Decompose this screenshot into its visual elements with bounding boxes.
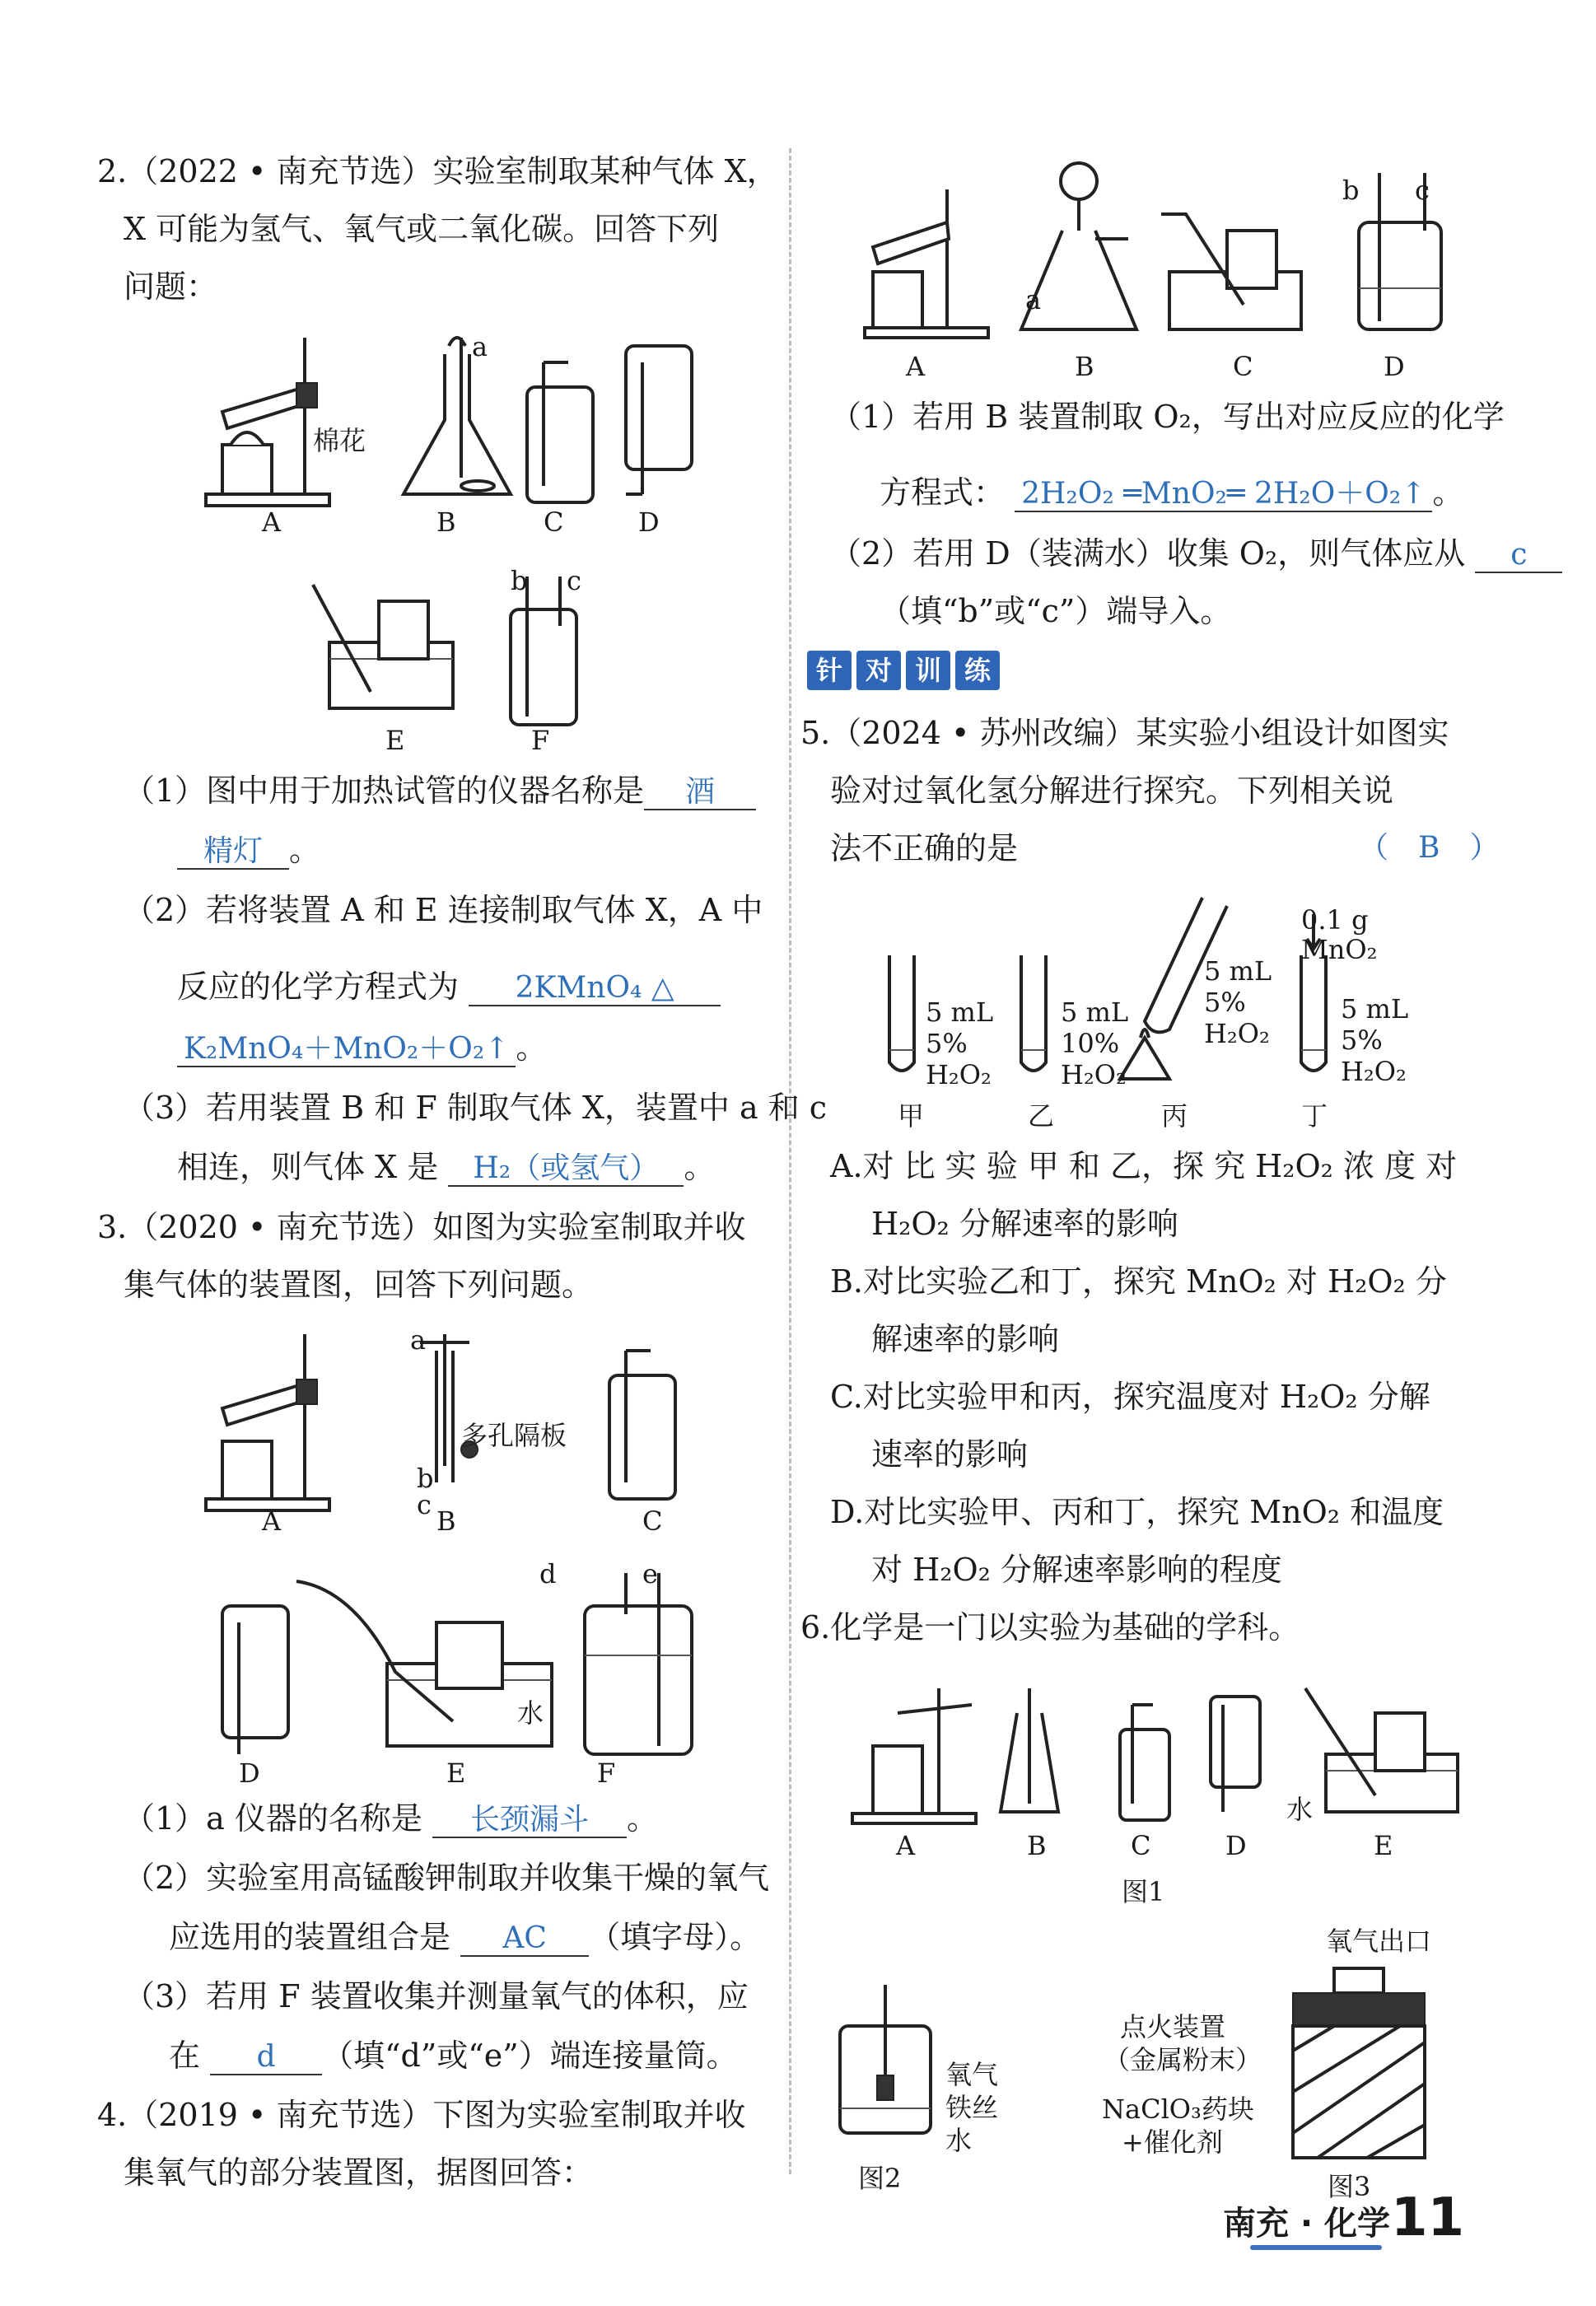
q5-stem-line2: 验对过氧化氢分解进行探究。下列相关说 [830, 773, 1394, 809]
footer-accent-bar [1250, 2245, 1382, 2250]
q4-part1-line1: （1）若用 B 装置制取 O₂，写出对应反应的化学 [830, 399, 1505, 435]
q3-stem-line2: 集气体的装置图，回答下列问题。 [124, 1267, 594, 1303]
q2-stem-line3: 问题： [124, 268, 218, 305]
q4-part2-line2: （填“b”或“c”）端导入。 [880, 593, 1232, 629]
fig1-label-C: C [1131, 1830, 1151, 1861]
tube-ding-label: 丁 [1301, 1100, 1328, 1132]
q4-answer2: c [1475, 539, 1562, 573]
q2-part1: （1）图中用于加热试管的仪器名称是 酒 [124, 774, 756, 810]
q2-label-C: C [544, 506, 564, 538]
tube-yi-info: 5 mL 10% H₂O₂ [1061, 997, 1129, 1090]
q2-label-D: D [638, 506, 660, 538]
fig1-label-E: E [1374, 1830, 1393, 1861]
q2-part2-line3: K₂MnO₄＋MnO₂＋O₂↑ 。 [177, 1031, 547, 1067]
fig3-label-igniter: 点火装置 [1120, 2011, 1226, 2042]
q3-label-F: F [597, 1758, 616, 1789]
fig2-caption: 图2 [858, 2163, 902, 2194]
q2-answer1b: 精灯 [177, 835, 289, 870]
q2-label-A: A [262, 506, 282, 538]
badge-char-1: 针 [807, 651, 852, 690]
q5-catalyst-mass: 0.1 g [1301, 904, 1369, 936]
q4-label-A: A [906, 351, 926, 382]
q3-part3-line1: （3）若用 F 装置收集并测量氧气的体积，应 [124, 1978, 749, 2014]
q3-answer2: AC [460, 1922, 589, 1957]
tube-ding-info: 5 mL 5% H₂O₂ [1341, 993, 1409, 1087]
q3-label-A: A [262, 1505, 282, 1537]
q6-stem: 6.化学是一门以实验为基础的学科。 [800, 1609, 1300, 1645]
q2-part1-cont: 精灯 。 [177, 833, 320, 870]
page-number: 11 [1390, 2187, 1464, 2248]
q3-stem-line1: 3.（2020 • 南充节选）如图为实验室制取并收 [97, 1209, 746, 1245]
q2-label-cotton: 棉花 [313, 425, 366, 456]
q2-label-B: B [436, 506, 456, 538]
tube-bing-label: 丙 [1161, 1100, 1188, 1132]
q4-stem-line2: 集氧气的部分装置图，据图回答： [124, 2154, 594, 2191]
tube-bing-info: 5 mL 5% H₂O₂ [1204, 955, 1272, 1049]
q2-label-F: F [531, 725, 550, 756]
tube-yi-label: 乙 [1028, 1100, 1055, 1132]
q5-option-c-line1: C.对比实验甲和丙，探究温度对 H₂O₂ 分解 [830, 1379, 1430, 1415]
q4-part2-line1: （2）若用 D（装满水）收集 O₂，则气体应从 c [830, 537, 1562, 573]
q5-option-d-line2: 对 H₂O₂ 分解速率影响的程度 [871, 1552, 1282, 1588]
fig1-label-water: 水 [1286, 1794, 1314, 1825]
q2-part2-line2: 反应的化学方程式为 2KMnO₄ △ [177, 970, 721, 1006]
fig3-oxygen-outlet: 氧气出口 [1326, 1926, 1432, 1957]
q5-catalyst-name: MnO₂ [1301, 934, 1378, 965]
q3-label-a: a [410, 1324, 427, 1356]
badge-char-4: 练 [955, 651, 1000, 690]
q2-answer2a: 2KMnO₄ △ [469, 972, 721, 1006]
q2-part3-line1: （3）若用装置 B 和 F 制取气体 X，装置中 a 和 c [124, 1090, 828, 1126]
tube-jia-label: 甲 [898, 1100, 925, 1132]
q2-stem-line1: 2.（2022 • 南充节选）实验室制取某种气体 X， [97, 153, 778, 189]
fig2-label-water: 水 [945, 2125, 973, 2156]
fig3-label-catalyst: +催化剂 [1122, 2126, 1223, 2158]
q4-stem-line1: 4.（2019 • 南充节选）下图为实验室制取并收 [97, 2097, 746, 2133]
q5-option-b-line1: B.对比实验乙和丁，探究 MnO₂ 对 H₂O₂ 分 [830, 1263, 1447, 1300]
q6-figure3-oxygen-candle [1285, 1960, 1433, 2166]
q2-label-E: E [385, 725, 405, 756]
q3-apparatus-def [206, 1565, 716, 1771]
q2-answer3: H₂（或氢气） [448, 1152, 684, 1187]
q5-option-a-line2: H₂O₂ 分解速率的影响 [871, 1206, 1178, 1242]
q2-part2-line1: （2）若将装置 A 和 E 连接制取气体 X，A 中 [124, 892, 763, 928]
fig1-caption: 图1 [1122, 1876, 1165, 1907]
q3-label-b: b [417, 1463, 434, 1494]
q4-label-c: c [1415, 175, 1430, 206]
q3-label-water: 水 [517, 1697, 544, 1729]
q2-answer2b: K₂MnO₄＋MnO₂＋O₂↑ [177, 1033, 516, 1067]
q5-option-b-line2: 解速率的影响 [871, 1321, 1060, 1357]
footer-subject: 南充 · 化学 [1222, 2205, 1390, 2243]
badge-char-2: 对 [856, 651, 901, 690]
fig1-label-A: A [896, 1830, 916, 1861]
q3-label-d: d [539, 1558, 557, 1589]
q3-label-e: e [642, 1558, 658, 1589]
q3-apparatus-abc [198, 1326, 708, 1515]
badge-char-3: 训 [906, 651, 950, 690]
q6-figure1-apparatus [848, 1680, 1474, 1828]
q3-part3-line2: 在 d （填“d”或“e”）端连接量筒。 [169, 2038, 738, 2074]
fig3-caption: 图3 [1328, 2171, 1371, 2202]
q6-figure2-bottle [832, 1977, 939, 2141]
q2-apparatus-ef [296, 568, 593, 733]
q2-label-b: b [511, 565, 528, 596]
q2-stem-line2: X 可能为氢气、氧气或二氧化碳。回答下列 [124, 211, 720, 247]
q3-part2-line1: （2）实验室用高锰酸钾制取并收集干燥的氧气 [124, 1860, 770, 1896]
q4-label-B: B [1075, 351, 1094, 382]
q5-option-a-line1: A.对 比 实 验 甲 和 乙，探 究 H₂O₂ 浓 度 对 [830, 1148, 1458, 1184]
column-divider [789, 148, 791, 2174]
q3-answer3: d [210, 2041, 322, 2075]
q3-answer1: 长颈漏斗 [432, 1804, 627, 1838]
q2-answer1a: 酒 [644, 776, 756, 810]
q4-label-D: D [1384, 351, 1405, 382]
q5-option-c-line2: 速率的影响 [871, 1436, 1029, 1473]
q2-label-a: a [472, 331, 488, 362]
q4-label-C: C [1233, 351, 1253, 382]
q5-option-d-line1: D.对比实验甲、丙和丁，探究 MnO₂ 和温度 [830, 1494, 1444, 1530]
fig2-label-oxygen: 氧气 [945, 2059, 999, 2090]
q5-stem-line1: 5.（2024 • 苏州改编）某实验小组设计如图实 [800, 715, 1449, 751]
q3-part1: （1）a 仪器的名称是 长颈漏斗 。 [124, 1800, 659, 1837]
fig2-label-iron-wire: 铁丝 [945, 2092, 999, 2123]
q4-apparatus [856, 148, 1482, 346]
q3-label-c: c [417, 1489, 432, 1520]
practice-badge [807, 651, 1000, 690]
q2-apparatus-abcd [198, 329, 708, 519]
q2-part3-line2: 相连，则气体 X 是 H₂（或氢气） 。 [177, 1149, 716, 1185]
q3-label-C: C [642, 1505, 663, 1537]
q3-label-B: B [436, 1505, 456, 1537]
fig1-label-B: B [1027, 1830, 1047, 1861]
q5-answer: （ B ） [1359, 831, 1500, 865]
q3-label-D: D [239, 1758, 260, 1789]
q3-label-E: E [446, 1758, 466, 1789]
fig3-label-chlorate: NaClO₃药块 [1102, 2094, 1254, 2125]
q3-label-baffle: 多孔隔板 [461, 1420, 567, 1451]
fig1-label-D: D [1225, 1830, 1247, 1861]
q4-label-a: a [1025, 284, 1042, 315]
q4-part1-line2: 方程式： 2H₂O₂ ═MnO₂═ 2H₂O＋O₂↑ 。 [880, 474, 1464, 511]
q4-label-b: b [1342, 175, 1360, 206]
q2-label-c: c [567, 565, 581, 596]
q4-answer1: 2H₂O₂ ═MnO₂═ 2H₂O＋O₂↑ [1015, 478, 1432, 512]
q5-stem-line3: 法不正确的是 [830, 830, 1019, 866]
q3-part2-line2: 应选用的装置组合是 AC （填字母）。 [169, 1919, 762, 1955]
tube-jia-info: 5 mL 5% H₂O₂ [926, 997, 994, 1090]
fig3-label-metal-powder: （金属粉末） [1104, 2044, 1262, 2075]
